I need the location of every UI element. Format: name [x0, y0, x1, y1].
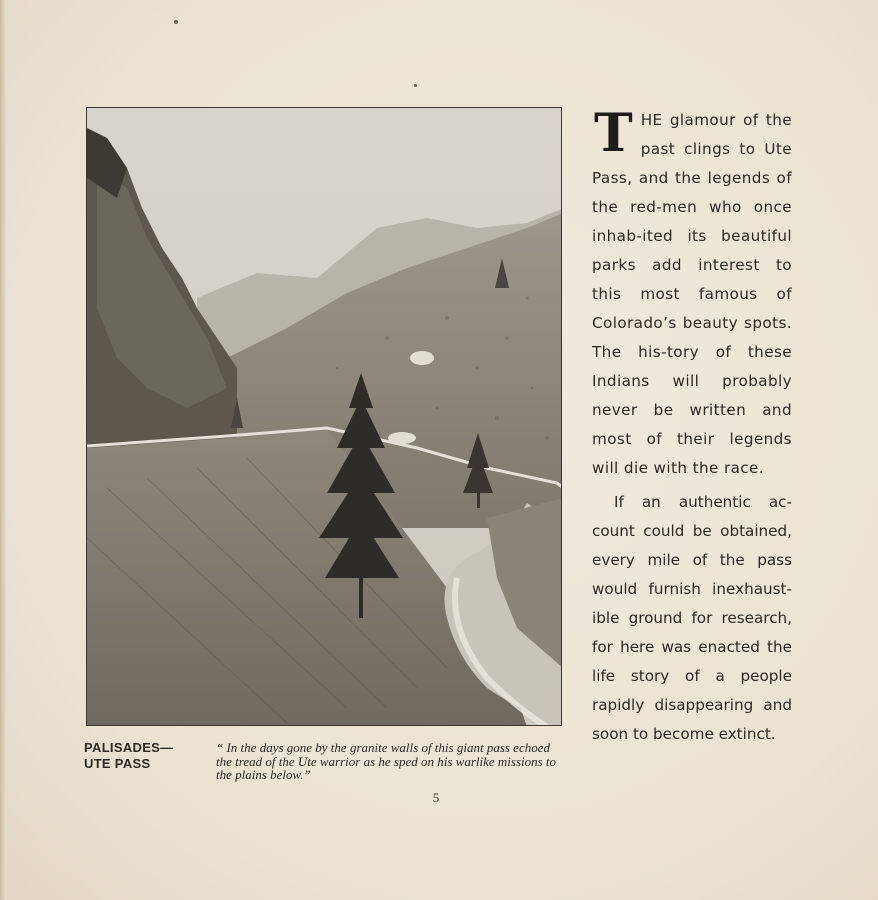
photo-caption-quote: “ In the days gone by the granite walls of this giant pass echoed the tread of the Ute warrior as he sped on his warlike missions to the plains below.”	[216, 740, 557, 782]
ute-pass-photo-illustration	[87, 108, 562, 726]
article-lead-text: HE glamour of the past clings to Ute Pass, and the legends of the red-men who once inhab-ited its beautiful parks add interest to this most famous of Colorado’s beauty spots. The his-tory of these Indians will probably never be written and most of their legends will die with the race.	[592, 111, 792, 477]
landscape-photograph	[86, 107, 562, 726]
article-paragraph	[592, 103, 792, 483]
book-spine-edge	[0, 0, 6, 900]
caption-title-line: PALISADES—	[84, 740, 174, 755]
photo-caption-title	[84, 740, 204, 772]
caption-title-line: UTE PASS	[84, 756, 151, 771]
page-number: 5	[432, 790, 440, 805]
paper-speck	[414, 84, 417, 87]
paper-speck	[174, 20, 178, 24]
drop-cap-letter: T	[594, 103, 633, 164]
article-text-column	[592, 103, 792, 749]
article-paragraph: If an authentic ac-count could be obtained, every mile of the pass would furnish inexhaust-ible ground for research, for here was enacted the life story of a people rapidly disappearing and soon to become extinct.	[592, 493, 792, 743]
